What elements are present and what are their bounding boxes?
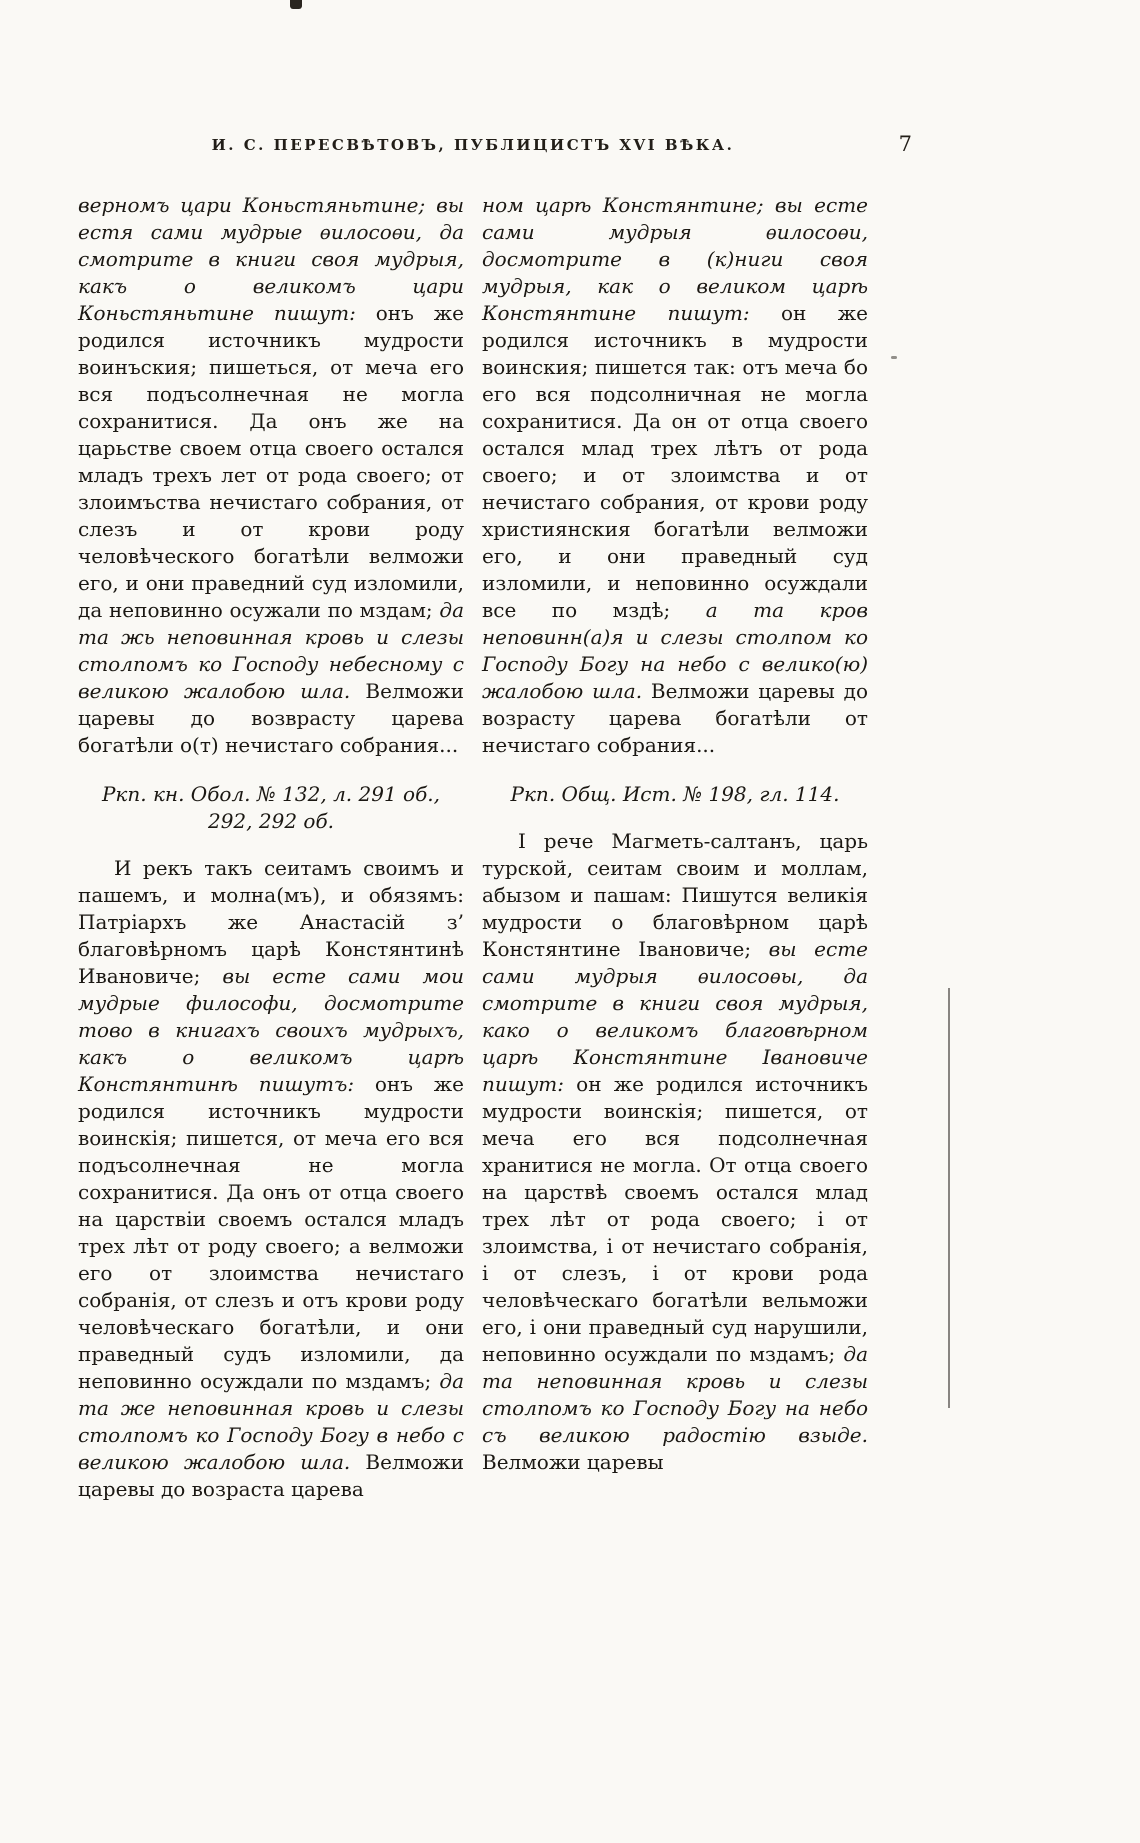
scan-artifact-right-line [948, 988, 950, 1408]
text-run: Велможи царевы до возврасту царева богатѣли о(т) нечистаго собрания... [78, 679, 464, 757]
scan-artifact-speck [891, 356, 897, 359]
italic-text-run: Ркп. Общ. Ист. № 198, гл. 114. [510, 782, 840, 806]
text-run: онъ же родился источникъ мудрости воинъския; пишеться, от меча его вся подъсолнечная не могла сохранитися. Да онъ же на царьстве своем отца своего остался младъ трехъ лет от рода своего; от злоимъства нечистаго собрания, от слезъ и от крови роду человѣческого богатѣли велможи его, и они праведний суд изломили, да неповинно осужали по мздам; [78, 301, 464, 622]
italic-text-run: да та же неповинная кровь и слезы столпомъ ко Господу Богу в небо с великою жалобою шла. [78, 1369, 464, 1474]
scan-artifact-top-mark [290, 0, 302, 9]
body-paragraph [482, 828, 868, 1476]
text-run: онъ же родился источникъ мудрости воинскія; пишется, от меча его вся подъсолнечная не могла сохранитися. Да онъ от отца своего на царствіи своемъ остался младъ трех лѣт от роду своего; а велможи его от злоимства нечистаго собранія, от слезъ и отъ крови роду человѣческаго богатѣли, и они праведный судъ изломили, да неповинно осуждали по мздамъ; [78, 1072, 464, 1393]
body-paragraph [78, 192, 464, 759]
text-run: І рече Магметь-салтанъ, царь турской, сеитам своим и моллам, абызом и пашам: Пишутся великія мудрости о благовѣрном царѣ Констянтине Івановиче; [482, 829, 868, 961]
right-column [482, 192, 868, 1503]
manuscript-reference [482, 781, 868, 808]
italic-text-run: верномъ цари Коньстяньтине; вы естя сами мудрые ѳилосоѳи, да смотрите в книги своя мудрыя, какъ о великомъ цари Коньстяньтине пишут: [78, 193, 464, 325]
left-column [78, 192, 464, 1503]
italic-text-run: вы есте сами мои мудрые философи, досмотрите тово в книгахъ своихъ мудрыхъ, какъ о великомъ царѣ Констянтинѣ пишутъ: [78, 964, 464, 1096]
text-run: Велможи царевы [482, 1450, 664, 1474]
text-block [78, 132, 912, 1503]
page-number: 7 [898, 132, 912, 156]
text-run: И рекъ такъ сеитамъ своимъ и пашемъ, и молна(мъ), и обязямъ: Патріархъ же Анастасій з’ благовѣрномъ царѣ Констянтинѣ Ивановиче; [78, 856, 464, 988]
manuscript-reference [78, 781, 464, 835]
page-header [78, 132, 912, 162]
italic-text-run: да та неповинная кровь и слезы столпомъ ко Господу Богу на небо съ великою радостію взыде. [482, 1342, 868, 1447]
body-paragraph [482, 192, 868, 759]
text-run: он же родился источникъ мудрости воинскія; пишется, от меча его вся подсолнечная хранитися не могла. От отца своего на царствѣ своемъ остался млад трех лѣт от рода своего; і от злоимства, і от нечистаго собранія, і от слезъ, і от крови рода человѣческаго богатѣли вельможи его, і они праведный суд нарушили, неповинно осуждали по мздамъ; [482, 1072, 868, 1366]
two-column-layout [78, 192, 868, 1503]
italic-text-run: вы есте сами мудрыя ѳилосоѳы, да смотрите в книги своя мудрыя, како о великомъ благовѣрном царѣ Констянтине Івановиче пишут: [482, 937, 868, 1096]
italic-text-run: Ркп. кн. Обол. № 132, л. 291 об., 292, 292 об. [101, 782, 441, 833]
text-run: он же родился источникъ в мудрости воинския; пишется так: отъ меча бо его вся подсолничная не могла сохранитися. Да он от отца своего остался млад трех лѣтъ от рода своего; и от злоимства и от нечистаго собрания, от крови роду християнския богатѣли велможи его, и они праведный суд изломили, и неповинно осуждали все по мздѣ; [482, 301, 869, 622]
running-title: И. С. ПЕРЕСВѢТОВЪ, ПУБЛИЦИСТЪ XVI ВѢКА. [211, 136, 735, 154]
italic-text-run: ном царѣ Констянтине; вы есте сами мудрыя ѳилосоѳи, досмотрите в (к)ниги своя мудрыя, как о великом царѣ Констянтине пишут: [482, 193, 868, 325]
text-run: Велможи царевы до возраста царева [78, 1450, 464, 1501]
body-paragraph [78, 855, 464, 1503]
text-run: Велможи царевы до возрасту царева богатѣли от нечистаго собрания... [482, 679, 869, 757]
italic-text-run: а та кров неповинн(а)я и слезы столпом ко Господу Богу на небо с велико(ю) жалобою шла. [482, 598, 868, 703]
italic-text-run: да та жь неповинная кровь и слезы столпомъ ко Господу небесному с великою жалобою шла. [78, 598, 464, 703]
